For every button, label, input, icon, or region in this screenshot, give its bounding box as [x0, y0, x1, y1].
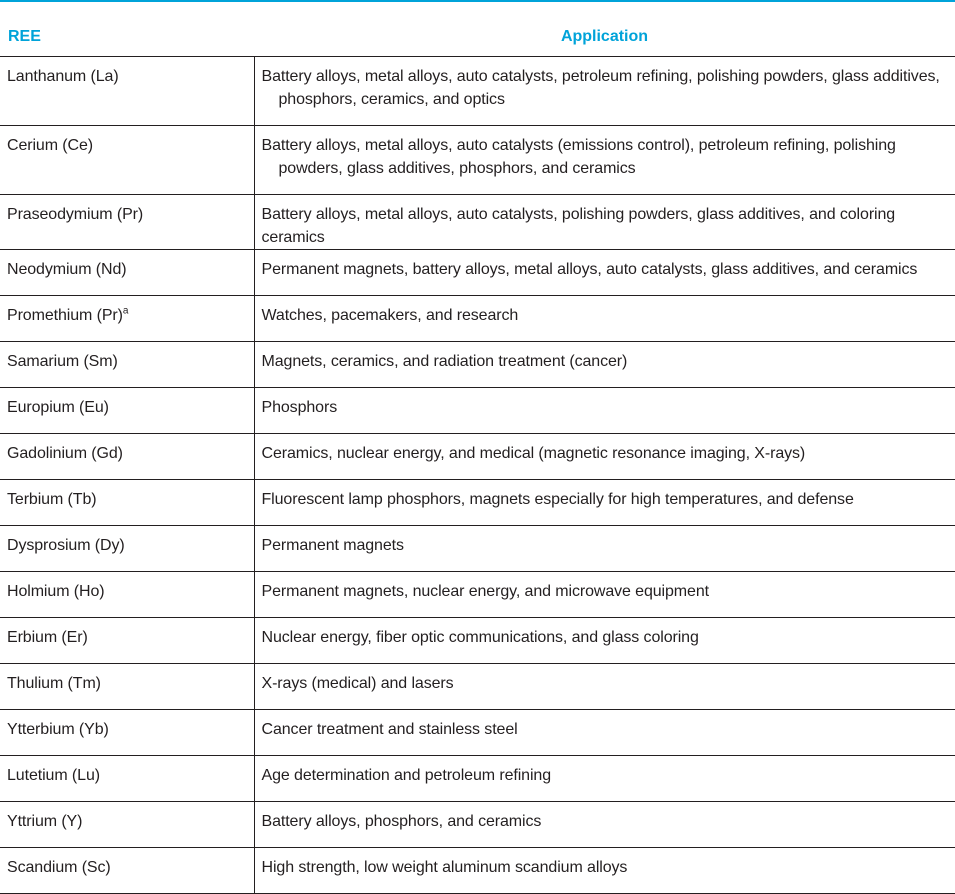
cell-application: Fluorescent lamp phosphors, magnets especially for high temperatures, and defense: [254, 480, 955, 526]
cell-ree: Dysprosium (Dy): [0, 526, 254, 572]
cell-ree: Lutetium (Lu): [0, 756, 254, 802]
cell-application: [254, 126, 955, 195]
cell-application: Permanent magnets: [254, 526, 955, 572]
cell-ree: Gadolinium (Gd): [0, 434, 254, 480]
header-row: [0, 18, 955, 57]
cell-application: Permanent magnets, nuclear energy, and microwave equipment: [254, 572, 955, 618]
cell-ree-text: Promethium (Pr): [7, 307, 123, 324]
cell-application: Magnets, ceramics, and radiation treatment (cancer): [254, 342, 955, 388]
cell-ree: Scandium (Sc): [0, 848, 254, 894]
top-rule: [0, 0, 955, 2]
table-row: [0, 250, 955, 296]
table-row: [0, 848, 955, 894]
table-row: [0, 664, 955, 710]
cell-application: X-rays (medical) and lasers: [254, 664, 955, 710]
cell-ree: Europium (Eu): [0, 388, 254, 434]
cell-ree: Thulium (Tm): [0, 664, 254, 710]
cell-ree: Holmium (Ho): [0, 572, 254, 618]
cell-ree: Cerium (Ce): [0, 126, 254, 195]
cell-ree: Ytterbium (Yb): [0, 710, 254, 756]
cell-application: Permanent magnets, battery alloys, metal alloys, auto catalysts, glass additives, and ceramics: [254, 250, 955, 296]
footnote-marker: a: [122, 305, 129, 317]
table-row: [0, 572, 955, 618]
cell-ree: Samarium (Sm): [0, 342, 254, 388]
table-row: [0, 388, 955, 434]
table-row: [0, 526, 955, 572]
cell-application: Nuclear energy, fiber optic communications, and glass coloring: [254, 618, 955, 664]
cell-application: Cancer treatment and stainless steel: [254, 710, 955, 756]
header-ree: REE: [0, 18, 254, 57]
cell-ree: Neodymium (Nd): [0, 250, 254, 296]
table-row: [0, 342, 955, 388]
cell-ree: Erbium (Er): [0, 618, 254, 664]
cell-application: Age determination and petroleum refining: [254, 756, 955, 802]
cell-application-text: Battery alloys, metal alloys, auto catalysts, petroleum refining, polishing powders, glass additives, phosphors, ceramics, and optics: [261, 68, 940, 108]
cell-application: [254, 57, 955, 126]
table-row: [0, 802, 955, 848]
table-row: [0, 57, 955, 126]
cell-application: Battery alloys, phosphors, and ceramics: [254, 802, 955, 848]
cell-ree: Terbium (Tb): [0, 480, 254, 526]
ree-applications-table: [0, 18, 955, 894]
table-row: [0, 710, 955, 756]
cell-ree: [0, 296, 254, 342]
table-row: [0, 126, 955, 195]
table-row: [0, 195, 955, 250]
cell-application-text: Battery alloys, metal alloys, auto catalysts (emissions control), petroleum refining, polishing powders, glass additives, phosphors, and ceramics: [261, 137, 896, 177]
cell-ree: Yttrium (Y): [0, 802, 254, 848]
table-row: [0, 296, 955, 342]
cell-application: Ceramics, nuclear energy, and medical (magnetic resonance imaging, X-rays): [254, 434, 955, 480]
cell-application: Watches, pacemakers, and research: [254, 296, 955, 342]
header-application: Application: [254, 18, 955, 57]
table-row: [0, 756, 955, 802]
table-row: [0, 480, 955, 526]
table-row: [0, 618, 955, 664]
cell-application: Phosphors: [254, 388, 955, 434]
table-row: [0, 434, 955, 480]
cell-application: High strength, low weight aluminum scandium alloys: [254, 848, 955, 894]
cell-ree: Praseodymium (Pr): [0, 195, 254, 250]
cell-application: Battery alloys, metal alloys, auto catalysts, polishing powders, glass additives, and coloring ceramics: [254, 195, 955, 250]
cell-ree: Lanthanum (La): [0, 57, 254, 126]
